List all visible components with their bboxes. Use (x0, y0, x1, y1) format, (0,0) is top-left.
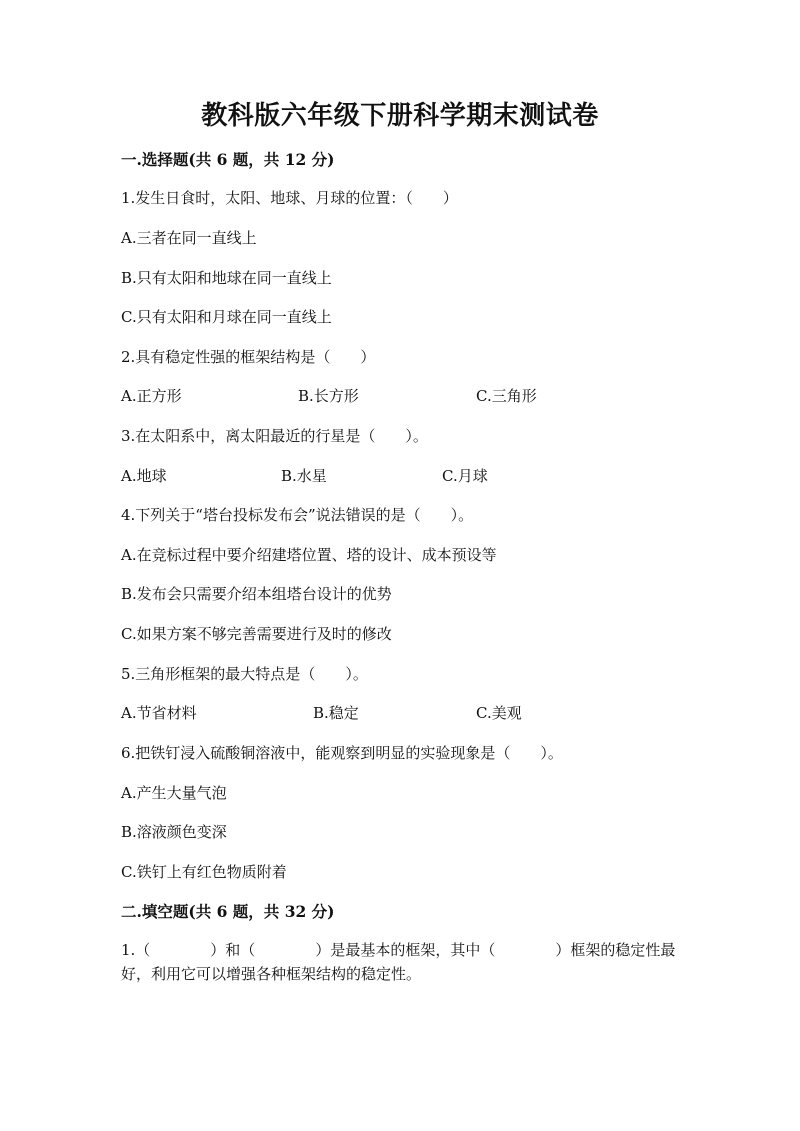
question-5-option-c: C.美观 (476, 704, 522, 722)
fill-question-1: 1.（ ）和（ ）是最基本的框架，其中（ ）框架的稳定性最好，利用它可以增强各种框架结构的稳定性。 (121, 941, 676, 983)
question-1-stem: 1.发生日食时，太阳、地球、月球的位置：（ ） (121, 189, 458, 207)
section-heading-fill: 二.填空题(共 6 题，共 32 分) (121, 902, 335, 921)
question-4-option-c: C.如果方案不够完善需要进行及时的修改 (121, 625, 392, 643)
question-3-option-b: B.水星 (281, 467, 327, 485)
question-6-option-c: C.铁钉上有红色物质附着 (121, 863, 287, 881)
question-3-stem: 3.在太阳系中，离太阳最近的行星是（ ）。 (121, 427, 428, 445)
question-6-stem: 6.把铁钉浸入硫酸铜溶液中，能观察到明显的实验现象是（ ）。 (121, 744, 563, 762)
section-heading-choice: 一.选择题(共 6 题，共 12 分) (121, 150, 335, 169)
question-6-option-a: A.产生大量气泡 (121, 784, 227, 802)
question-4-option-b: B.发布会只需要介绍本组塔台设计的优势 (121, 585, 392, 603)
question-5-options (121, 701, 721, 725)
question-5-stem: 5.三角形框架的最大特点是（ ）。 (121, 665, 368, 683)
question-5-option-a: A.节省材料 (121, 704, 197, 722)
question-2-options (121, 384, 721, 408)
question-6-option-b: B.溶液颜色变深 (121, 823, 227, 841)
question-1-option-a: A.三者在同一直线上 (121, 229, 257, 247)
question-2-stem: 2.具有稳定性强的框架结构是（ ） (121, 348, 376, 366)
question-1-option-c: C.只有太阳和月球在同一直线上 (121, 308, 332, 326)
question-3-option-c: C.月球 (442, 467, 488, 485)
question-3-options (121, 464, 721, 488)
question-5-option-b: B.稳定 (313, 704, 359, 722)
question-4-stem: 4.下列关于“塔台投标发布会”说法错误的是（ ）。 (121, 506, 474, 524)
question-2-option-b: B.长方形 (298, 387, 359, 405)
question-3-option-a: A.地球 (121, 467, 167, 485)
question-2-option-c: C.三角形 (476, 387, 537, 405)
page-title: 教科版六年级下册科学期末测试卷 (201, 101, 599, 131)
question-2-option-a: A.正方形 (121, 387, 182, 405)
question-1-option-b: B.只有太阳和地球在同一直线上 (121, 269, 332, 287)
question-4-option-a: A.在竞标过程中要介绍建塔位置、塔的设计、成本预设等 (121, 546, 497, 564)
